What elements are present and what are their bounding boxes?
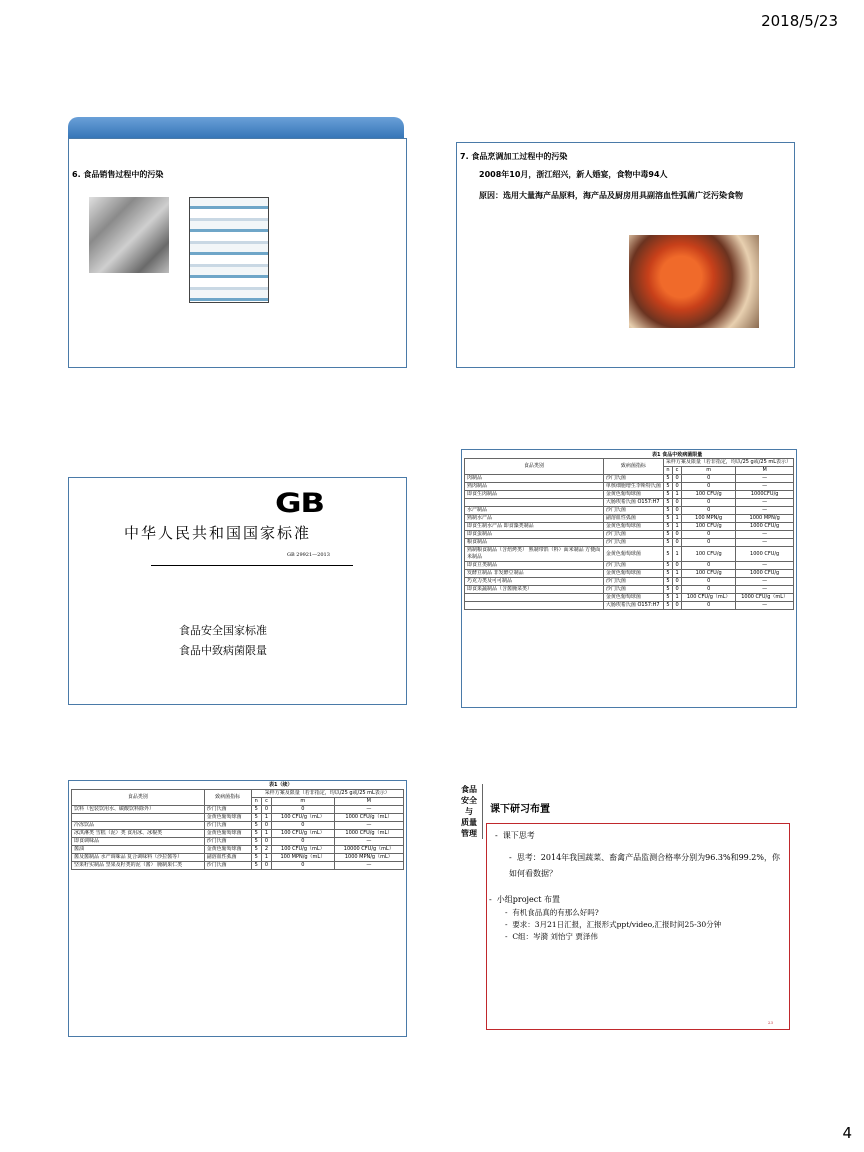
cell-n: 5 [251, 846, 261, 854]
cell-category [465, 594, 604, 602]
side-label-line: 安全 [461, 795, 477, 805]
standard-title-2: 食品中致病菌限量 [179, 644, 267, 657]
side-label-line: 食品 [461, 784, 477, 794]
cell-category [465, 499, 604, 507]
seafood-crab-photo [629, 235, 759, 328]
table-row [72, 838, 404, 846]
cell-m: 0 [682, 475, 736, 483]
cell-M: — [736, 586, 794, 594]
table-row [465, 515, 794, 523]
cell-c: 1 [261, 854, 271, 862]
cell-n: 5 [663, 491, 672, 499]
cell-category: 即食果蔬制品（含酱腌菜类） [465, 586, 604, 594]
cell-n: 5 [663, 578, 672, 586]
table-row [465, 483, 794, 491]
cell-m: 0 [682, 499, 736, 507]
cell-m: 100 CFU/g（mL） [272, 814, 335, 822]
cell-category: 冷冻饮品 [72, 822, 205, 830]
cell-n: 5 [663, 602, 672, 610]
cell-category: 酱油 [72, 846, 205, 854]
cell-m: 0 [682, 578, 736, 586]
cell-m: 100 CFU/g（mL） [272, 830, 335, 838]
side-label-line: 管理 [461, 828, 477, 838]
cell-n: 5 [251, 822, 261, 830]
table-row [465, 547, 794, 562]
cell-indicator: 单核细胞增生李斯特氏菌 [603, 483, 663, 491]
cell-category [465, 602, 604, 610]
pathogen-table [464, 458, 794, 610]
col-header-M: M [334, 798, 403, 806]
table-caption: 表1 食品中致病菌限量 [652, 452, 703, 458]
bullet-1: - 课下思考 [495, 831, 535, 840]
col-header-category: 食品类别 [72, 790, 205, 806]
side-label-line: 与 [465, 806, 473, 816]
cell-indicator: 大肠埃希氏菌 O157:H7 [603, 602, 663, 610]
cell-category: 酱及酱制品 水产调味品 复合调味料（沙拉酱等） [72, 854, 205, 862]
cell-category: 即食蛋制品 [465, 531, 604, 539]
cell-n: 5 [251, 838, 261, 846]
bullet-2-sub-b: - 要求：3月21日汇报，汇报形式ppt/video,汇报时间25-30分钟 [505, 920, 722, 929]
cell-indicator: 沙门氏菌 [603, 562, 663, 570]
cell-indicator: 沙门氏菌 [603, 539, 663, 547]
cell-category: 冰淇淋类 雪糕（泥）类 食用冰、冰棍类 [72, 830, 205, 838]
cell-c: 0 [673, 602, 682, 610]
col-header-m: m [682, 467, 736, 475]
cell-M: — [334, 806, 403, 814]
slide-6-side-label [456, 784, 483, 839]
cell-M: — [736, 499, 794, 507]
cell-M: — [736, 507, 794, 515]
col-header-n: n [663, 467, 672, 475]
cell-c: 1 [261, 814, 271, 822]
cell-category [72, 814, 205, 822]
table-row [465, 539, 794, 547]
col-header-c: c [261, 798, 271, 806]
cell-c: 0 [261, 862, 271, 870]
cell-category: 肉制品 [465, 475, 604, 483]
cell-M: 1000 CFU/g（mL） [334, 830, 403, 838]
cell-indicator: 金黄色葡萄球菌 [603, 491, 663, 499]
cell-M: — [736, 562, 794, 570]
cell-c: 0 [261, 822, 271, 830]
cell-m: 0 [682, 539, 736, 547]
table-row [465, 586, 794, 594]
cell-c: 0 [673, 483, 682, 491]
cell-c: 0 [673, 578, 682, 586]
slide-6-body[interactable] [486, 823, 790, 1030]
cell-indicator: 沙门氏菌 [603, 531, 663, 539]
standard-title-1: 食品安全国家标准 [179, 624, 267, 637]
cell-category: 即食生制水产品 即食藻类制品 [465, 523, 604, 531]
slide-number: 23 [767, 1020, 773, 1025]
table-row [465, 499, 794, 507]
cell-indicator: 沙门氏菌 [204, 806, 251, 814]
table-row [465, 602, 794, 610]
col-header-indicator: 致病菌指标 [603, 459, 663, 475]
cell-n: 5 [251, 806, 261, 814]
cell-c: 0 [261, 838, 271, 846]
cell-m: 100 MPN/g [682, 515, 736, 523]
slide-2[interactable] [456, 142, 795, 368]
cell-category: 发酵豆制品 非发酵豆制品 [465, 570, 604, 578]
table-caption: 表1（续） [269, 782, 293, 788]
cell-M: 1000 MPN/g [736, 515, 794, 523]
cell-M: 1000CFU/g [736, 491, 794, 499]
standard-code: GB 29921—2013 [287, 552, 330, 558]
cell-n: 5 [663, 562, 672, 570]
supermarket-shelf-photo [189, 197, 269, 303]
bullet-2-sub-c: - C组：岑漪 刘怡宁 贾泽伟 [505, 932, 598, 941]
cell-m: 0 [682, 531, 736, 539]
cell-n: 5 [663, 475, 672, 483]
cell-m: 100 CFU/g [682, 523, 736, 531]
cell-M: — [736, 475, 794, 483]
cell-category: 粮食制品 [465, 539, 604, 547]
cell-m: 0 [272, 806, 335, 814]
cell-M: 10000 CFU/g（mL） [334, 846, 403, 854]
cell-indicator: 大肠埃希氏菌 O157:H7 [603, 499, 663, 507]
cell-m: 0 [682, 602, 736, 610]
table-row [465, 491, 794, 499]
side-label-line: 质量 [461, 817, 477, 827]
cell-m: 0 [682, 507, 736, 515]
cell-c: 1 [673, 547, 682, 562]
cell-indicator: 金黄色葡萄球菌 [603, 523, 663, 531]
cell-n: 5 [251, 830, 261, 838]
table-row [465, 594, 794, 602]
cell-M: — [334, 838, 403, 846]
cell-n: 5 [663, 499, 672, 507]
cell-m: 0 [682, 586, 736, 594]
col-header-plan: 采样方案及限量（若非指定，均以/25 g或/25 mL表示） [663, 459, 793, 467]
cell-category: 熟制粮食制品（含焙烤类） 熟制带馅（料）面米制品 方便面米制品 [465, 547, 604, 562]
gb-logo: GB [275, 488, 324, 519]
slide-2-line2: 原因：选用大量海产品原料，海产品及厨房用具副溶血性弧菌广泛污染食物 [479, 191, 743, 200]
cell-m: 100 MPN/g（mL） [272, 854, 335, 862]
cell-M: 1000 MPN/g（mL） [334, 854, 403, 862]
cell-indicator: 沙门氏菌 [603, 586, 663, 594]
cell-c: 0 [673, 507, 682, 515]
col-header-c: c [673, 467, 682, 475]
cell-n: 5 [663, 531, 672, 539]
cell-c: 0 [673, 562, 682, 570]
cell-category: 坚果籽实制品 坚果及籽类的泥（酱） 腌制果仁类 [72, 862, 205, 870]
cell-indicator: 沙门氏菌 [603, 507, 663, 515]
date-header: 2018/5/23 [761, 12, 838, 30]
cell-indicator: 沙门氏菌 [204, 838, 251, 846]
cell-M: 1000 CFU/g [736, 547, 794, 562]
table-row [465, 507, 794, 515]
cell-indicator: 沙门氏菌 [603, 475, 663, 483]
cell-c: 1 [261, 830, 271, 838]
bullet-2: - 小组project 布置 [489, 895, 561, 904]
supermarket-freezer-photo [89, 197, 169, 273]
cell-indicator: 金黄色葡萄球菌 [603, 594, 663, 602]
cell-M: — [736, 539, 794, 547]
cell-c: 1 [673, 570, 682, 578]
cell-M: — [736, 483, 794, 491]
page-number: 4 [842, 1124, 852, 1142]
cell-category: 即食调味品 [72, 838, 205, 846]
cell-indicator: 副溶血性弧菌 [204, 854, 251, 862]
slide-6-title: 课下研习布置 [490, 804, 550, 815]
table-row [465, 570, 794, 578]
cell-category: 即食生肉制品 [465, 491, 604, 499]
cell-m: 0 [272, 838, 335, 846]
cell-indicator: 金黄色葡萄球菌 [603, 570, 663, 578]
slide-2-title: 7. 食品烹调加工过程中的污染 [460, 152, 568, 161]
cell-M: — [736, 531, 794, 539]
slide-3[interactable] [68, 477, 407, 705]
divider [151, 565, 353, 566]
cell-m: 0 [272, 822, 335, 830]
cell-n: 5 [663, 483, 672, 491]
cell-indicator: 金黄色葡萄球菌 [204, 830, 251, 838]
cell-n: 5 [251, 854, 261, 862]
cell-category: 巧克力类及可可制品 [465, 578, 604, 586]
cell-n: 5 [663, 594, 672, 602]
col-header-n: n [251, 798, 261, 806]
cell-M: — [334, 822, 403, 830]
cell-m: 0 [272, 862, 335, 870]
cell-n: 5 [663, 515, 672, 523]
bullet-2-sub-a: - 有机食品真的有那么好吗? [505, 908, 599, 917]
cell-indicator: 沙门氏菌 [204, 862, 251, 870]
cell-m: 100 CFU/g [682, 547, 736, 562]
cell-c: 1 [673, 515, 682, 523]
cell-indicator: 沙门氏菌 [204, 822, 251, 830]
cell-n: 5 [663, 507, 672, 515]
cell-c: 0 [673, 531, 682, 539]
cell-m: 100 CFU/g [682, 570, 736, 578]
slide-4[interactable] [461, 449, 797, 708]
col-header-indicator: 致病菌指标 [204, 790, 251, 806]
cell-category: 饮料（包装饮用水、碳酸饮料除外） [72, 806, 205, 814]
slide-1-title: 6. 食品销售过程中的污染 [72, 170, 164, 179]
cell-n: 5 [663, 523, 672, 531]
cell-c: 1 [673, 523, 682, 531]
cell-indicator: 副溶血性弧菌 [603, 515, 663, 523]
cell-M: — [736, 578, 794, 586]
cell-c: 1 [673, 491, 682, 499]
cell-m: 0 [682, 562, 736, 570]
table-row [465, 475, 794, 483]
cell-indicator: 沙门氏菌 [603, 578, 663, 586]
table-row [72, 822, 404, 830]
table-row [72, 846, 404, 854]
cell-m: 100 CFU/g（mL） [272, 846, 335, 854]
cell-n: 5 [663, 539, 672, 547]
table-row [72, 854, 404, 862]
col-header-plan: 采样方案及限量（若非指定，均以/25 g或/25 mL表示） [251, 790, 403, 798]
slide-2-line1: 2008年10月，浙江绍兴，新人婚宴，食物中毒94人 [479, 170, 668, 179]
standard-org-name: 中华人民共和国国家标准 [124, 524, 312, 542]
bullet-1-sub: - 思考：2014年我国蔬菜、畜禽产品监测合格率分别为96.3%和99.2%，你如何看数据？ [509, 853, 780, 878]
pathogen-table-continued [71, 789, 404, 870]
cell-M: — [736, 602, 794, 610]
table-row [465, 578, 794, 586]
cell-M: 1000 CFU/g [736, 523, 794, 531]
cell-category: 水产制品 [465, 507, 604, 515]
cell-c: 1 [673, 594, 682, 602]
cell-n: 5 [663, 570, 672, 578]
col-header-m: m [272, 798, 335, 806]
cell-c: 0 [673, 539, 682, 547]
table-row [72, 862, 404, 870]
cell-category: 熟肉制品 [465, 483, 604, 491]
table-row [72, 806, 404, 814]
cell-M: 1000 CFU/g（mL） [736, 594, 794, 602]
cell-m: 100 CFU/g（mL） [682, 594, 736, 602]
slide-5[interactable] [68, 780, 407, 1037]
cell-m: 100 CFU/g [682, 491, 736, 499]
cell-indicator: 金黄色葡萄球菌 [204, 846, 251, 854]
col-header-M: M [736, 467, 794, 475]
cell-c: 0 [673, 586, 682, 594]
col-header-category: 食品类别 [465, 459, 604, 475]
cell-c: 0 [673, 499, 682, 507]
cell-category: 熟制水产品 [465, 515, 604, 523]
cell-n: 5 [251, 862, 261, 870]
cell-n: 5 [663, 547, 672, 562]
cell-c: 0 [673, 475, 682, 483]
cell-n: 5 [251, 814, 261, 822]
cell-c: 2 [261, 846, 271, 854]
table-row [72, 830, 404, 838]
cell-c: 0 [261, 806, 271, 814]
table-row [465, 523, 794, 531]
table-row [465, 531, 794, 539]
cell-m: 0 [682, 483, 736, 491]
cell-indicator: 金黄色葡萄球菌 [603, 547, 663, 562]
table-row [72, 814, 404, 822]
cell-indicator: 金黄色葡萄球菌 [204, 814, 251, 822]
cell-category: 即食豆类制品 [465, 562, 604, 570]
cell-n: 5 [663, 586, 672, 594]
cell-M: 1000 CFU/g [736, 570, 794, 578]
cell-M: 1000 CFU/g（mL） [334, 814, 403, 822]
table-row [465, 562, 794, 570]
slide-1[interactable] [68, 138, 407, 368]
cell-M: — [334, 862, 403, 870]
